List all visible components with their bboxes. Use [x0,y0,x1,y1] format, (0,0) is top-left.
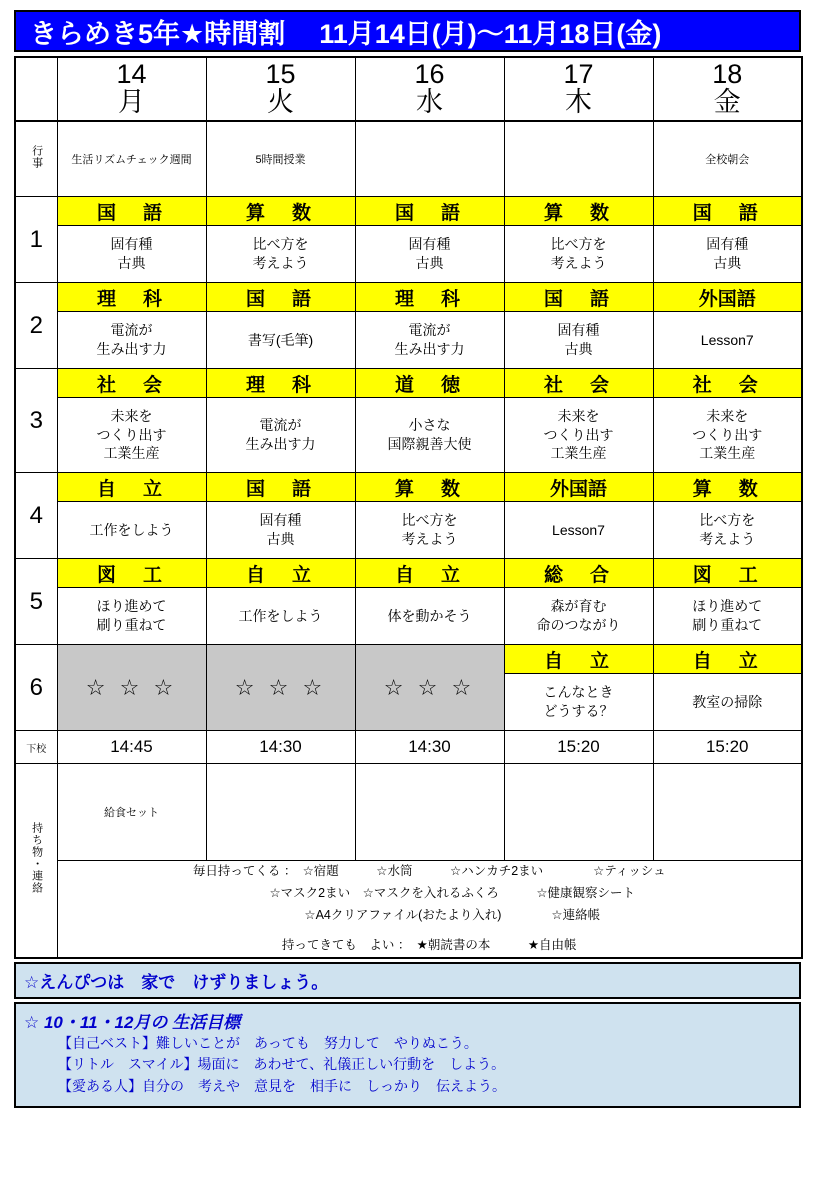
row-label-leave: 下校 [15,731,57,764]
title-main: きらめき5年★時間割 [30,18,286,49]
detail-p1-d0: 固有種 古典 [57,226,206,283]
subject-p1-d0: 国 語 [57,197,206,226]
detail-p5-d1: 工作をしよう [206,588,355,645]
life-goals-box [14,1002,801,1108]
subject-p6-d1-blank: ☆ ☆ ☆ [206,645,355,731]
detail-p2-d2: 電流が 生み出す力 [355,312,504,369]
detail-p5-d3: 森が育む 命のつながり [504,588,653,645]
detail-p4-d4: 比べ方を 考えよう [653,502,802,559]
notes-row [15,861,802,958]
event-cell-3 [504,121,653,197]
row-label-period-2: 2 [15,283,57,369]
detail-p3-d0: 未来を つくり出す 工業生産 [57,398,206,473]
leave-time-3: 15:20 [504,731,653,764]
period-5-detail-row [15,588,802,645]
detail-p3-d1: 電流が 生み出す力 [206,398,355,473]
row-label-period-3: 3 [15,369,57,473]
subject-p5-d2: 自 立 [355,559,504,588]
items-cell-2 [355,764,504,861]
period-3-subject-row [15,369,802,398]
leave-time-1: 14:30 [206,731,355,764]
subject-p4-d4: 算 数 [653,473,802,502]
items-cell-3 [504,764,653,861]
day-name: 月 [118,87,145,118]
day-header-2 [355,57,504,121]
items-cell-1 [206,764,355,861]
leave-row [15,731,802,764]
notes-cell [57,861,802,958]
day-number: 14 [116,59,147,89]
detail-p2-d3: 固有種 古典 [504,312,653,369]
detail-p4-d2: 比べ方を 考えよう [355,502,504,559]
leave-time-4: 15:20 [653,731,802,764]
subject-p4-d3: 外国語 [504,473,653,502]
subject-p4-d1: 国 語 [206,473,355,502]
period-1-detail-row [15,226,802,283]
detail-p6-d4: 教室の掃除 [653,674,802,731]
life-goal-1: 【自己ベスト】難しいことが あっても 努力して やりぬこう。 [58,1034,478,1051]
corner-cell [15,57,57,121]
row-label-text: 持ち物・連絡 [30,822,43,895]
subject-p2-d2: 理 科 [355,283,504,312]
detail-p4-d0: 工作をしよう [57,502,206,559]
day-name: 水 [416,87,443,118]
notes-line-4: 持ってきても よい ： ★朝読書の本 ★自由帳 [281,937,577,952]
row-label-period-1: 1 [15,197,57,283]
day-number: 16 [414,59,445,89]
subject-p3-d0: 社 会 [57,369,206,398]
subject-p1-d1: 算 数 [206,197,355,226]
notes-line-1: 毎日持ってくる ： ☆宿題 ☆水筒 ☆ハンカチ2まい ☆ティッシュ [192,864,666,879]
notes-line-3: ☆A4クリアファイル(おたより入れ) ☆連絡帳 [304,907,601,922]
life-goal-3: 【愛ある人】自分の 考えや 意見を 相手に しっかり 伝えよう。 [58,1077,506,1094]
subject-p6-d4: 自 立 [653,645,802,674]
subject-p5-d3: 総 合 [504,559,653,588]
detail-p4-d1: 固有種 古典 [206,502,355,559]
detail-p5-d0: ほり進めて 刷り重ねて [57,588,206,645]
detail-p1-d3: 比べ方を 考えよう [504,226,653,283]
subject-p2-d4: 外国語 [653,283,802,312]
subject-p4-d0: 自 立 [57,473,206,502]
subject-p5-d1: 自 立 [206,559,355,588]
row-label-text: 行事 [30,145,43,170]
timetable [14,56,803,959]
subject-p1-d4: 国 語 [653,197,802,226]
day-header-1 [206,57,355,121]
detail-p4-d3: Lesson7 [504,502,653,559]
subject-p4-d2: 算 数 [355,473,504,502]
subject-p3-d3: 社 会 [504,369,653,398]
life-goal-2: 【リトル スマイル】場面に あわせて、礼儀正しい行動を しよう。 [58,1056,506,1073]
notes-line-2: ☆マスク2まい ☆マスクを入れるふくろ ☆健康観察シート [269,885,636,900]
items-row [15,764,802,861]
subject-p5-d4: 図 工 [653,559,802,588]
period-4-subject-row [15,473,802,502]
detail-p3-d3: 未来を つくり出す 工業生産 [504,398,653,473]
subject-p6-d3: 自 立 [504,645,653,674]
period-1-subject-row [15,197,802,226]
row-label-events [15,121,57,197]
detail-p3-d4: 未来を つくり出す 工業生産 [653,398,802,473]
detail-p1-d2: 固有種 古典 [355,226,504,283]
day-header-3 [504,57,653,121]
subject-p2-d1: 国 語 [206,283,355,312]
day-number: 15 [265,59,296,89]
leave-time-2: 14:30 [355,731,504,764]
day-number: 18 [712,59,743,89]
pencil-note: ☆えんぴつは 家で けずりましょう。 [14,962,801,999]
day-name: 金 [713,87,741,118]
day-header-row [15,57,802,121]
row-label-period-4: 4 [15,473,57,559]
subject-p3-d2: 道 徳 [355,369,504,398]
detail-p6-d3: こんなとき どうする？ [504,674,653,731]
period-2-subject-row [15,283,802,312]
subject-p6-d2-blank: ☆ ☆ ☆ [355,645,504,731]
subject-p5-d0: 図 工 [57,559,206,588]
title-date-range: 11月14日(月)〜11月18日(金) [319,18,662,49]
detail-p2-d1: 書写(毛筆) [206,312,355,369]
period-6-subject-row [15,645,802,674]
day-header-0 [57,57,206,121]
subject-p3-d1: 理 科 [206,369,355,398]
items-cell-4 [653,764,802,861]
subject-p1-d3: 算 数 [504,197,653,226]
detail-p5-d2: 体を動かそう [355,588,504,645]
detail-p3-d2: 小さな 国際親善大使 [355,398,504,473]
detail-p2-d0: 電流が 生み出す力 [57,312,206,369]
events-row [15,121,802,197]
row-label-items [15,764,57,958]
day-name: 木 [565,87,592,118]
detail-p5-d4: ほり進めて 刷り重ねて [653,588,802,645]
detail-p1-d4: 固有種 古典 [653,226,802,283]
event-cell-2 [355,121,504,197]
day-name: 火 [267,87,294,118]
subject-p2-d3: 国 語 [504,283,653,312]
items-cell-0: 給食セット [57,764,206,861]
title-bar [14,10,801,52]
leave-time-0: 14:45 [57,731,206,764]
period-4-detail-row [15,502,802,559]
life-goals-title: ☆ 10・11・12月の 生活目標 [24,1012,241,1032]
period-2-detail-row [15,312,802,369]
period-3-detail-row [15,398,802,473]
event-cell-4: 全校朝会 [653,121,802,197]
subject-p2-d0: 理 科 [57,283,206,312]
detail-p1-d1: 比べ方を 考えよう [206,226,355,283]
period-5-subject-row [15,559,802,588]
row-label-period-6: 6 [15,645,57,731]
day-header-4 [653,57,802,121]
event-cell-0: 生活リズムチェック週間 [57,121,206,197]
subject-p6-d0-blank: ☆ ☆ ☆ [57,645,206,731]
subject-p3-d4: 社 会 [653,369,802,398]
day-number: 17 [563,59,594,89]
event-cell-1: 5時間授業 [206,121,355,197]
subject-p1-d2: 国 語 [355,197,504,226]
row-label-period-5: 5 [15,559,57,645]
detail-p2-d4: Lesson7 [653,312,802,369]
